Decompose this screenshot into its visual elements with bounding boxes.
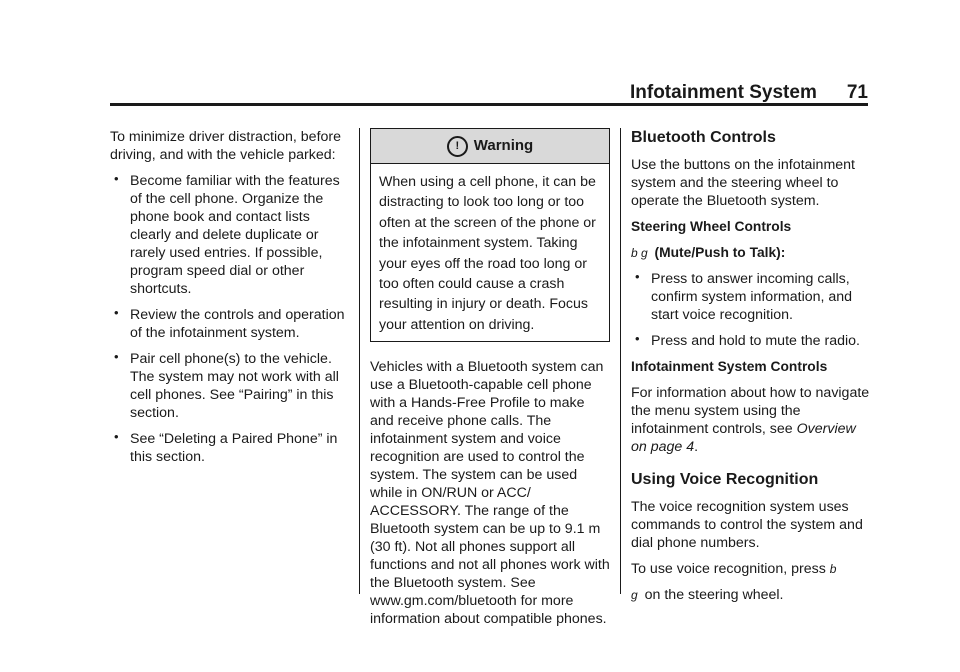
warning-title: Warning (473, 137, 534, 154)
overview-link[interactable]: Overview on page 4 (631, 421, 856, 455)
mute-list (631, 270, 871, 350)
column-divider-2 (620, 128, 621, 594)
infotainment-controls-heading: Infotainment System Controls (631, 359, 828, 374)
list-item: • Review the controls and operation of the infotainment system. (110, 306, 350, 342)
heading-voice-recognition: Using Voice Recognition (631, 471, 819, 488)
voice-end-text: on the steering wheel. (644, 587, 784, 603)
infotainment-text: For information about how to navigate the menu system using the infotainment controls, see (631, 385, 870, 437)
voice-icon: g (631, 588, 638, 602)
push-to-talk-icon: b (829, 562, 837, 576)
voice-end-line (631, 586, 871, 604)
warning-header (371, 129, 609, 164)
column-1 (110, 128, 350, 474)
steering-wheel-heading: Steering Wheel Controls (631, 219, 792, 234)
voice-press-line (631, 560, 871, 578)
section-title: Infotainment System (629, 82, 817, 103)
column-divider-1 (359, 128, 360, 594)
list-item: • Pair cell phone(s) to the vehicle. The system may not work with all cell phones. See “Pairing” in this section. (110, 350, 350, 422)
push-to-talk-icon: b g (631, 246, 648, 260)
voice-paragraph: The voice recognition system uses commands to control the system and dial phone numbers. (631, 499, 863, 551)
warning-box (370, 128, 610, 342)
bluetooth-paragraph: Vehicles with a Bluetooth system can use a Bluetooth-capable cell phone with a Hands-Free Profile to make and receive phone calls. The infotainment system and voice recognition are used to control the system. The system can be used while in ON/RUN or ACC/ ACCESSORY. The range of the Bluetooth system can be up to 9.1 m (30 ft). Not all phones support all functions and not all phones work with the Bluetooth system. See www.gm.com/bluetooth for more information about compatible phones. (370, 359, 610, 628)
heading-bluetooth-controls: Bluetooth Controls (631, 129, 776, 146)
preparation-list (110, 172, 350, 466)
page-header (110, 78, 868, 104)
intro-paragraph: To minimize driver distraction, before driving, and with the vehicle parked: (110, 129, 342, 163)
page-number: 71 (846, 82, 868, 103)
infotainment-end: . (694, 439, 699, 455)
column-3 (631, 128, 871, 612)
controls-intro: Use the buttons on the infotainment system and the steering wheel to operate the Bluetooth system. (631, 157, 855, 209)
list-item: • Press and hold to mute the radio. (631, 332, 871, 350)
warning-body: When using a cell phone, it can be distracting to look too long or too often at the screen of the phone or the infotainment system. Taking your eyes off the road too long or too often could cause a crash resulting in injury or death. Focus your attention on driving. (379, 174, 596, 333)
mute-label: (Mute/Push to Talk): (654, 245, 786, 260)
list-item: • Press to answer incoming calls, confirm system information, and start voice recognition. (631, 270, 871, 324)
header-rule (110, 103, 868, 106)
list-item: • Become familiar with the features of the cell phone. Organize the phone book and contact lists clearly and delete duplicate or rarely used entries. If possible, program speed dial or other shortcuts. (110, 172, 350, 298)
column-2 (370, 128, 610, 636)
list-item: • See “Deleting a Paired Phone” in this section. (110, 430, 350, 466)
warning-icon: ! (447, 136, 468, 157)
infotainment-paragraph (631, 384, 871, 456)
mute-push-to-talk-heading (631, 244, 871, 262)
voice-press-text: To use voice recognition, press (631, 561, 826, 577)
